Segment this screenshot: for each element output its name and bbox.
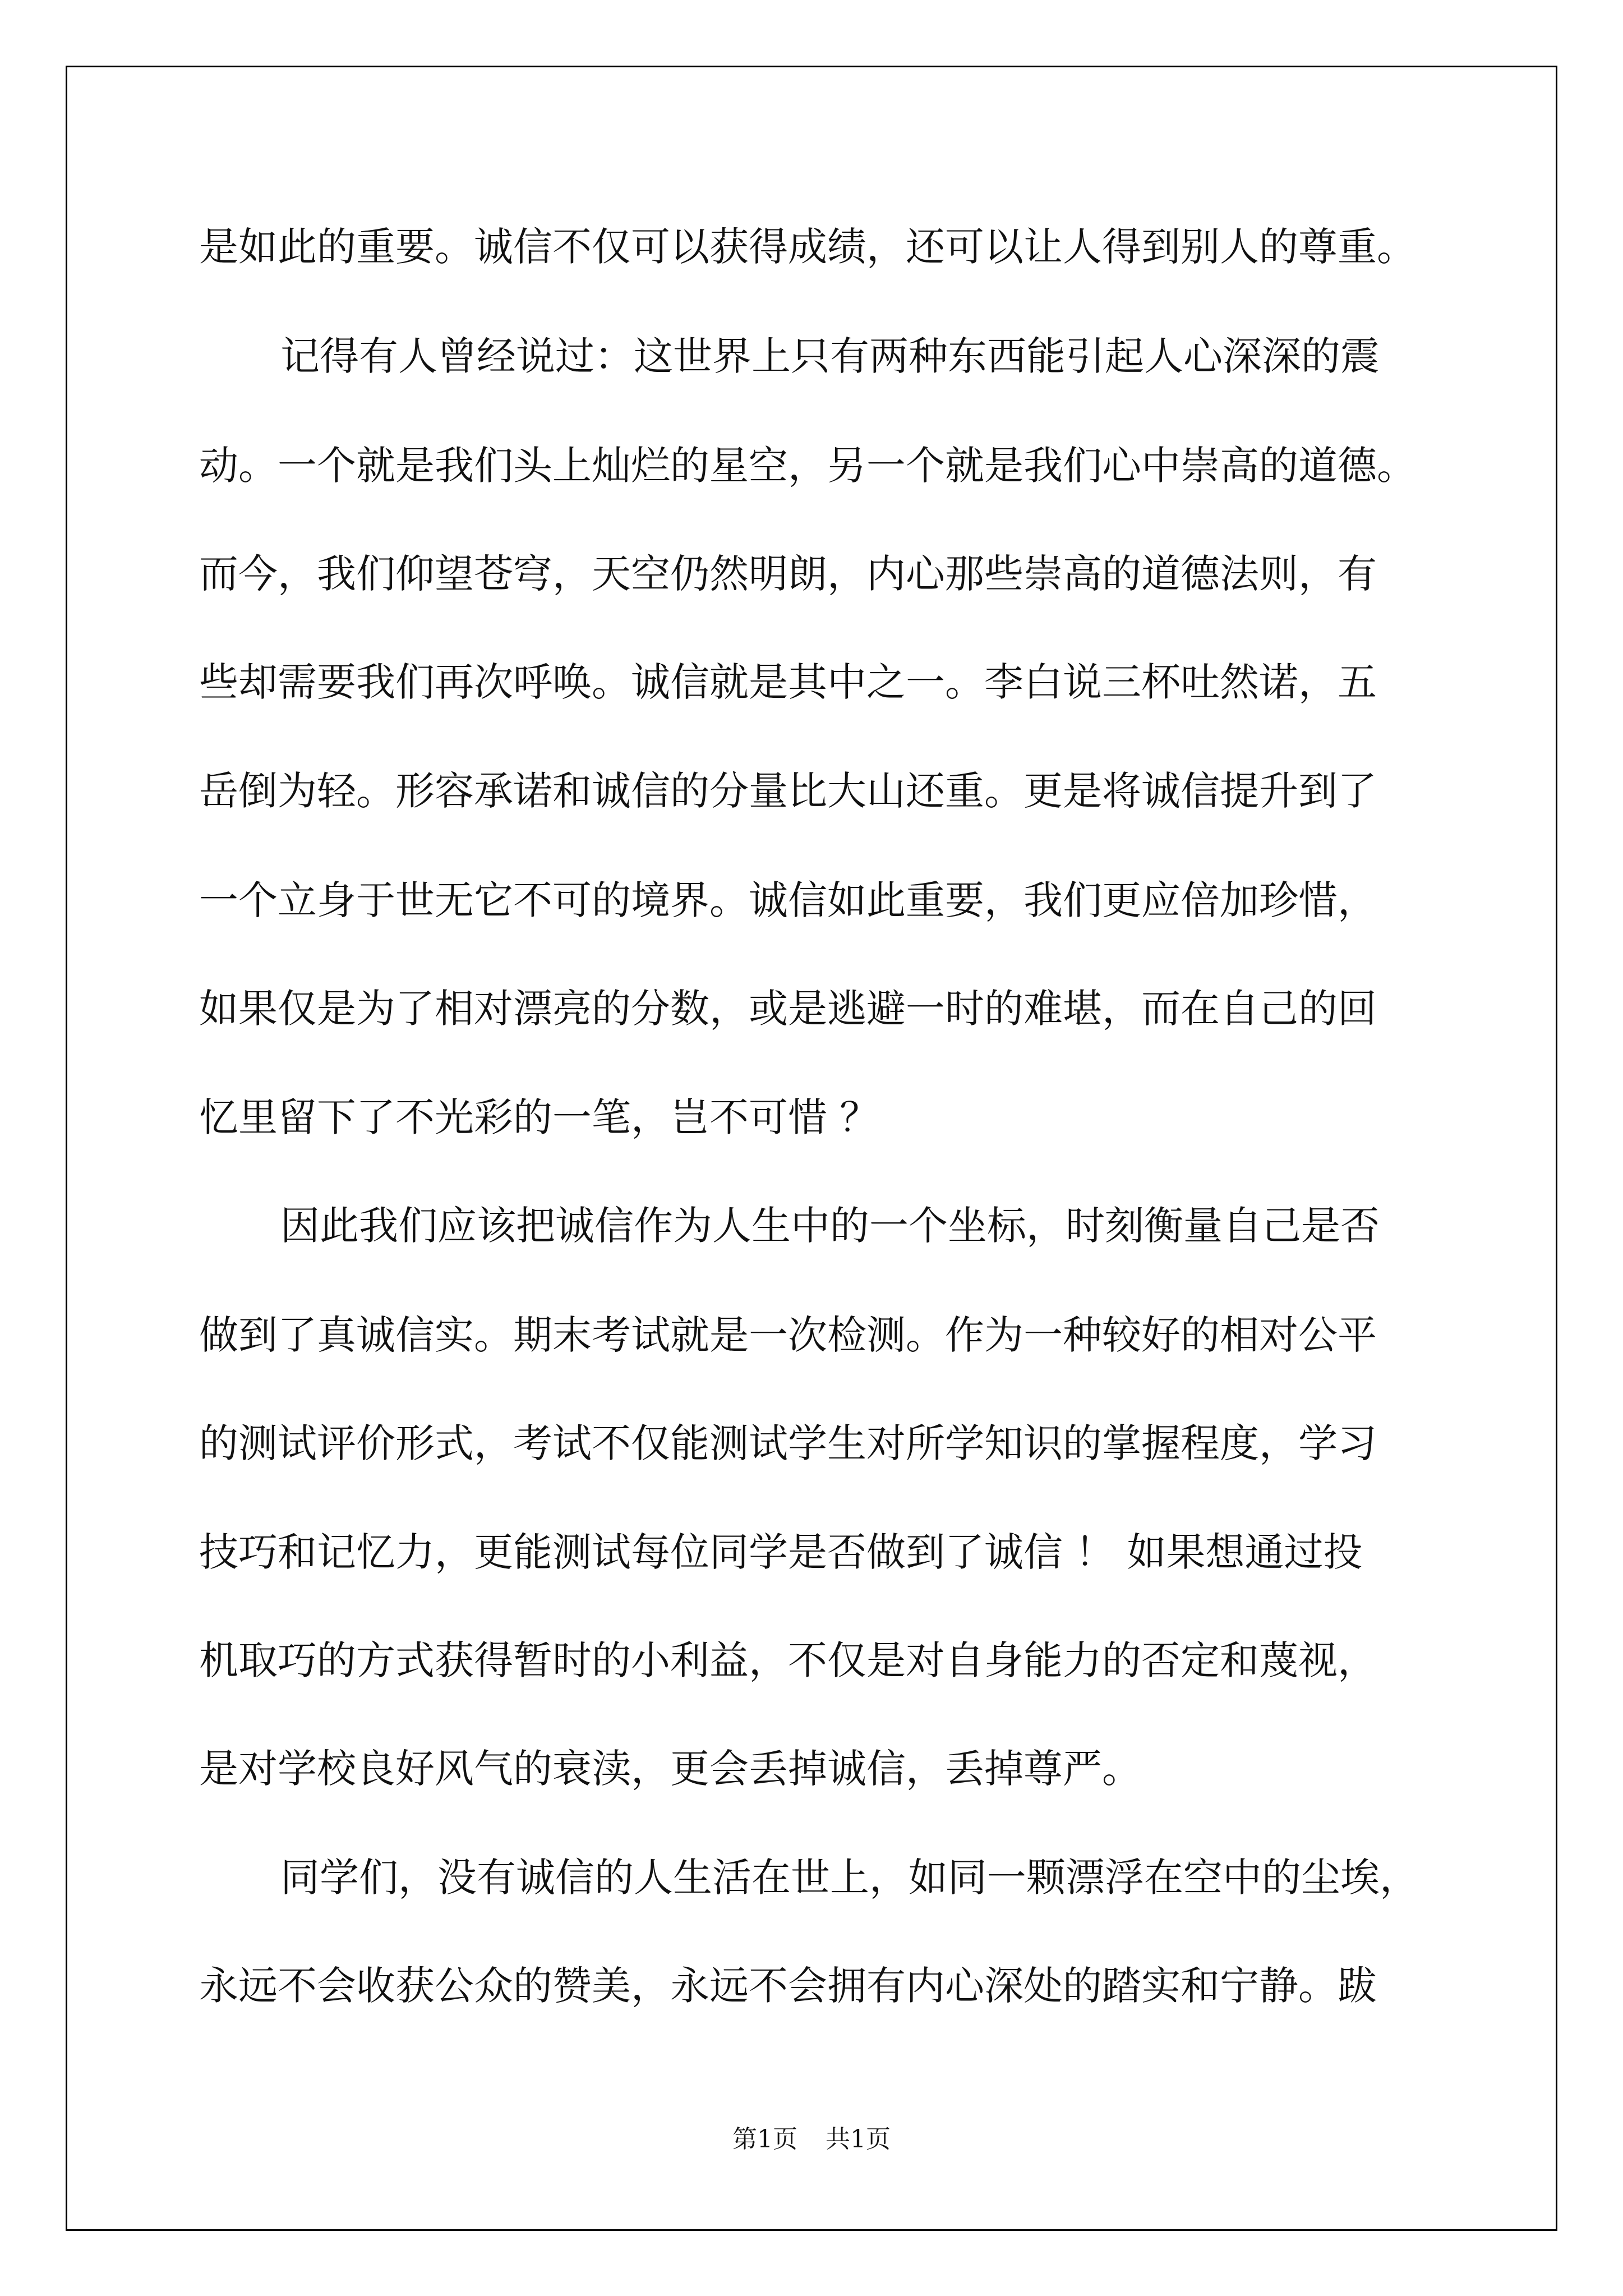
text-line: 一个立身于世无它不可的境界。诚信如此重要，我们更应倍加珍惜，: [199, 878, 1377, 923]
text-line: 永远不会收获公众的赞美，永远不会拥有内心深处的踏实和宁静。跋: [199, 1963, 1377, 2008]
text-line: 如果仅是为了相对漂亮的分数，或是逃避一时的难堪，而在自己的回: [199, 986, 1377, 1031]
text-line: 忆里留下了不光彩的一笔，岂不可惜 ？: [199, 1095, 879, 1140]
text-line: 些却需要我们再次呼唤。诚信就是其中之一。李白说三杯吐然诺，五: [199, 660, 1377, 705]
text-line: 岳倒为轻。形容承诺和诚信的分量比大山还重。更是将诚信提升到了: [199, 769, 1377, 813]
page-frame: [66, 66, 1557, 2231]
text-line: 技巧和记忆力，更能测试每位同学是否做到了诚信 ！ 如果想通过投: [199, 1530, 1363, 1575]
text-line: 记得有人曾经说过：这世界上只有两种东西能引起人心深深的震: [280, 334, 1380, 379]
page-number: 第1页: [732, 2125, 797, 2154]
text-line: 是对学校良好风气的衰渎，更会丢掉诚信，丢掉尊严。: [199, 1746, 1141, 1791]
text-line: 做到了真诚信实。期末考试就是一次检测。作为一种较好的相对公平: [199, 1313, 1377, 1358]
text-line: 动。一个就是我们头上灿烂的星空，另一个就是我们心中崇高的道德。: [199, 443, 1416, 488]
page-total: 共1页: [826, 2125, 891, 2154]
text-line: 同学们，没有诚信的人生活在世上，如同一颗漂浮在空中的尘埃，: [280, 1855, 1419, 1900]
text-line: 因此我们应该把诚信作为人生中的一个坐标，时刻衡量自己是否: [280, 1203, 1380, 1248]
page-footer: [0, 2124, 1623, 2155]
text-line: 而今，我们仰望苍穹，天空仍然明朗，内心那些崇高的道德法则，有: [199, 551, 1377, 596]
text-line: 的测试评价形式，考试不仅能测试学生对所学知识的掌握程度，学习: [199, 1421, 1377, 1466]
text-line: 是如此的重要。诚信不仅可以获得成绩，还可以让人得到别人的尊重。: [199, 224, 1416, 269]
text-line: 机取巧的方式获得暂时的小利益，不仅是对自身能力的否定和蔑视，: [199, 1638, 1377, 1683]
